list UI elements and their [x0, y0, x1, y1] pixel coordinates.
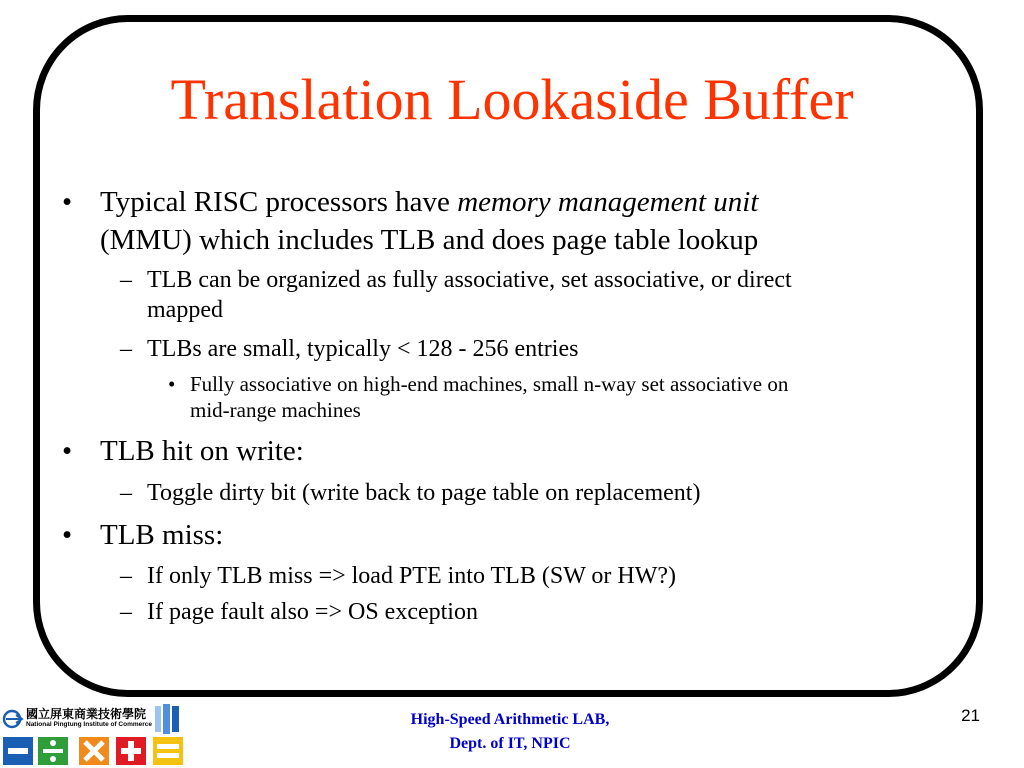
footer-dept: Dept. of IT, NPIC	[449, 735, 571, 752]
bullet-emphasis: memory management unit	[457, 186, 759, 218]
sub-bullet-organization: TLB can be organized as fully associative, set associative, or direct	[147, 267, 792, 293]
bullet-tlb-miss: TLB miss:	[100, 519, 224, 551]
bullet-risc-mmu-cont: (MMU) which includes TLB and does page table lookup	[100, 224, 759, 256]
bullet-marker: •	[62, 519, 73, 551]
school-name-cn: 國立屏東商業技術學院	[26, 707, 147, 721]
sub-sub-bullet-marker: •	[168, 372, 176, 396]
sub-bullet-marker: –	[120, 563, 132, 589]
sub-bullet-dirty-bit: Toggle dirty bit (write back to page table on replacement)	[147, 480, 701, 506]
plus-icon	[116, 737, 146, 765]
sub-bullet-marker: –	[120, 267, 132, 293]
page-number: 21	[961, 706, 980, 725]
sub-bullet-marker: –	[120, 480, 132, 506]
npic-emblem-icon	[2, 708, 26, 730]
bullet-marker: •	[62, 186, 73, 218]
school-name-en: National Pingtung Institute of Commerce	[26, 721, 153, 728]
sub-bullet-marker: –	[120, 599, 132, 625]
bullet-text: Typical RISC processors have	[100, 186, 458, 218]
footer-lab: High-Speed Arithmetic LAB,	[410, 711, 610, 728]
sub-bullet-marker: –	[120, 336, 132, 362]
sub-sub-bullet-associativity-cont: mid-range machines	[190, 398, 361, 422]
bullet-marker: •	[62, 435, 73, 467]
bullet-tlb-hit: TLB hit on write:	[100, 435, 304, 467]
sub-bullet-page-fault: If page fault also => OS exception	[147, 599, 478, 625]
sub-bullet-load-pte: If only TLB miss => load PTE into TLB (SW or HW?)	[147, 563, 677, 589]
bullet-risc-mmu	[100, 183, 960, 221]
sub-bullet-organization-cont: mapped	[147, 297, 223, 323]
slide-title: Translation Lookaside Buffer	[170, 67, 854, 132]
sub-bullet-size: TLBs are small, typically < 128 - 256 entries	[147, 336, 579, 362]
minus-icon	[3, 737, 33, 765]
logo-bars-icon	[155, 704, 185, 734]
divide-icon	[38, 737, 68, 765]
sub-sub-bullet-associativity: Fully associative on high-end machines, small n-way set associative on	[190, 372, 789, 396]
times-icon	[79, 737, 109, 765]
equals-icon	[153, 737, 183, 765]
slide-footer	[360, 708, 660, 756]
